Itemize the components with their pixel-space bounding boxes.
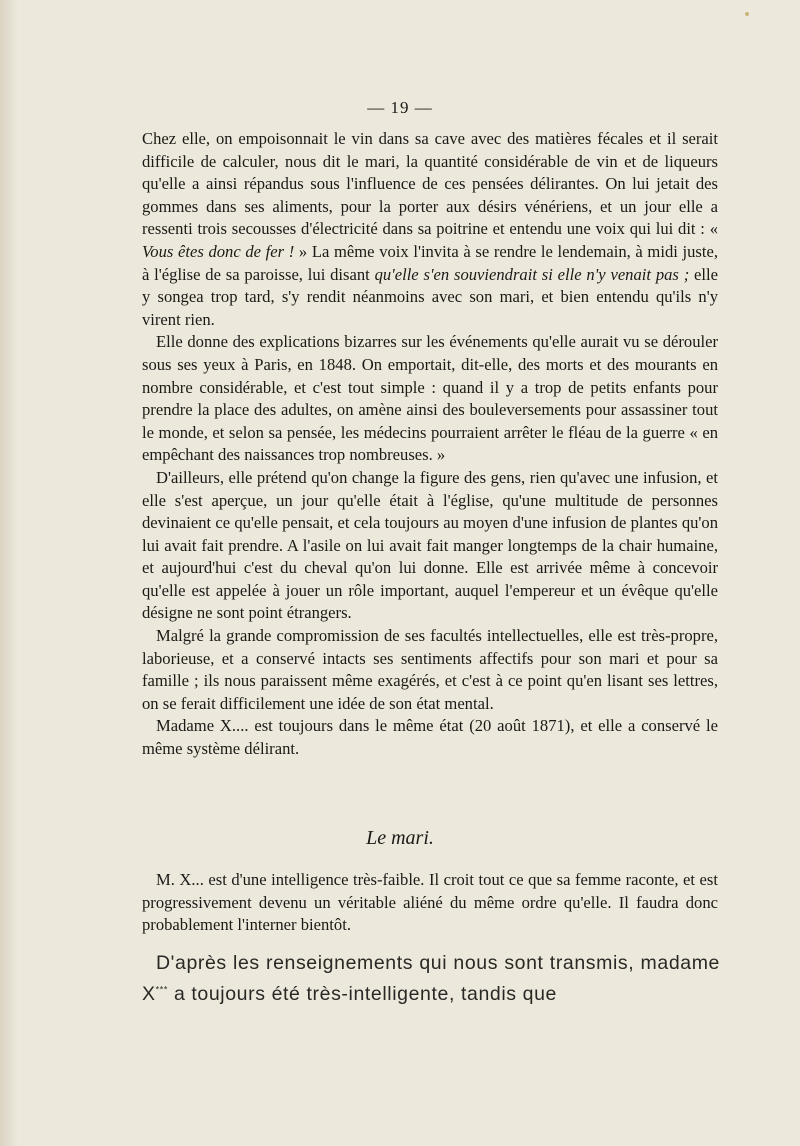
paragraph-1-italic-quote: Vous êtes donc de fer !	[142, 241, 295, 261]
paragraph-1-text-b: » La même voix l'invita à se rendre le lendemain, à midi juste, à l'église de sa paroisse, lui disant	[142, 241, 718, 284]
page-left-edge	[0, 0, 18, 1146]
paragraph-2: Elle donne des explications bizarres sur les événements qu'elle aurait vu se dérouler sous ses yeux à Paris, en 1848. On emportait, dit-elle, des morts et des mourants en nombre considérable, et c'est tout simple : quand il y a trop de petits enfants pour prendre la place des adultes, on amène ainsi des bouleversements pour assassiner tout le monde, et selon sa pensée, les médecins pourraient arrêter le fléau de la guerre « en empêchant des naissances trop nombreuses. »	[142, 332, 718, 465]
paragraph-1-italic-phrase: qu'elle s'en souviendrait si elle n'y venait pas ;	[374, 264, 690, 284]
ink-speck	[745, 12, 749, 16]
body-text	[142, 128, 718, 761]
paragraph-last-text-b: a toujours été très-intelligente, tandis que	[167, 983, 557, 1005]
paragraph-4: Malgré la grande compromission de ses facultés intellectuelles, elle est très-propre, laborieuse, et a conservé intacts ses sentiments affectifs pour son mari et pour sa famille ; ils nous paraissent même exagérés, et c'est à ce point qu'en lisant ses lettres, on se ferait difficilement une idée de son état mental.	[142, 626, 718, 713]
paragraph-1-text-c: elle y songea trop tard, s'y rendit néanmoins avec son mari, et bien entendu qu'ils n'y virent rien.	[142, 264, 718, 329]
husband-text	[142, 869, 718, 937]
paragraph-last-superscript: ***	[155, 984, 168, 995]
section-heading: Le mari.	[366, 827, 434, 849]
paragraph-3: D'ailleurs, elle prétend qu'on change la figure des gens, rien qu'avec une infusion, et elle s'est aperçue, un jour qu'elle était à l'église, qu'une multitude de personnes devinaient ce qu'elle pensait, et cela toujours au moyen d'une infusion de plantes qu'on lui avait fait prendre. A l'asile on lui avait fait manger longtemps de la chair humaine, et aujourd'hui c'est du cheval qu'on lui donne. Elle est arrivée même à concevoir qu'elle est appelée à jouer un rôle important, auquel l'empereur et un évêque qu'elle désigne ne sont point étrangers.	[142, 467, 718, 623]
paragraph-last	[142, 948, 720, 1010]
paragraph-1	[142, 128, 718, 331]
typed-insert-text	[142, 948, 720, 1010]
paragraph-last-text-a: D'après les renseignements qui nous sont transmis, madame X	[142, 952, 720, 1005]
paragraph-1-text-a: Chez elle, on empoisonnait le vin dans sa cave avec des matières fécales et il serait difficile de calculer, nous dit le mari, la quantité considérable de vin et de liqueurs qu'elle a ainsi répandus sous l'influence de ces pensées délirantes. On lui jetait des gommes dans ses aliments, pour la porter aux désirs vénériens, et un jour elle a ressenti trois secousses d'électricité dans sa poitrine et entendu une voix qui lui dit : «	[142, 129, 718, 239]
paragraph-5: Madame X.... est toujours dans le même état (20 août 1871), et elle a conservé le même système délirant.	[142, 716, 718, 759]
paragraph-husband: M. X... est d'une intelligence très-faible. Il croit tout ce que sa femme raconte, et est progressivement devenu un véritable aliéné du même ordre qu'elle. Il faudra donc probablement l'interner bientôt.	[142, 870, 718, 935]
page-number: — 19 —	[367, 98, 433, 117]
